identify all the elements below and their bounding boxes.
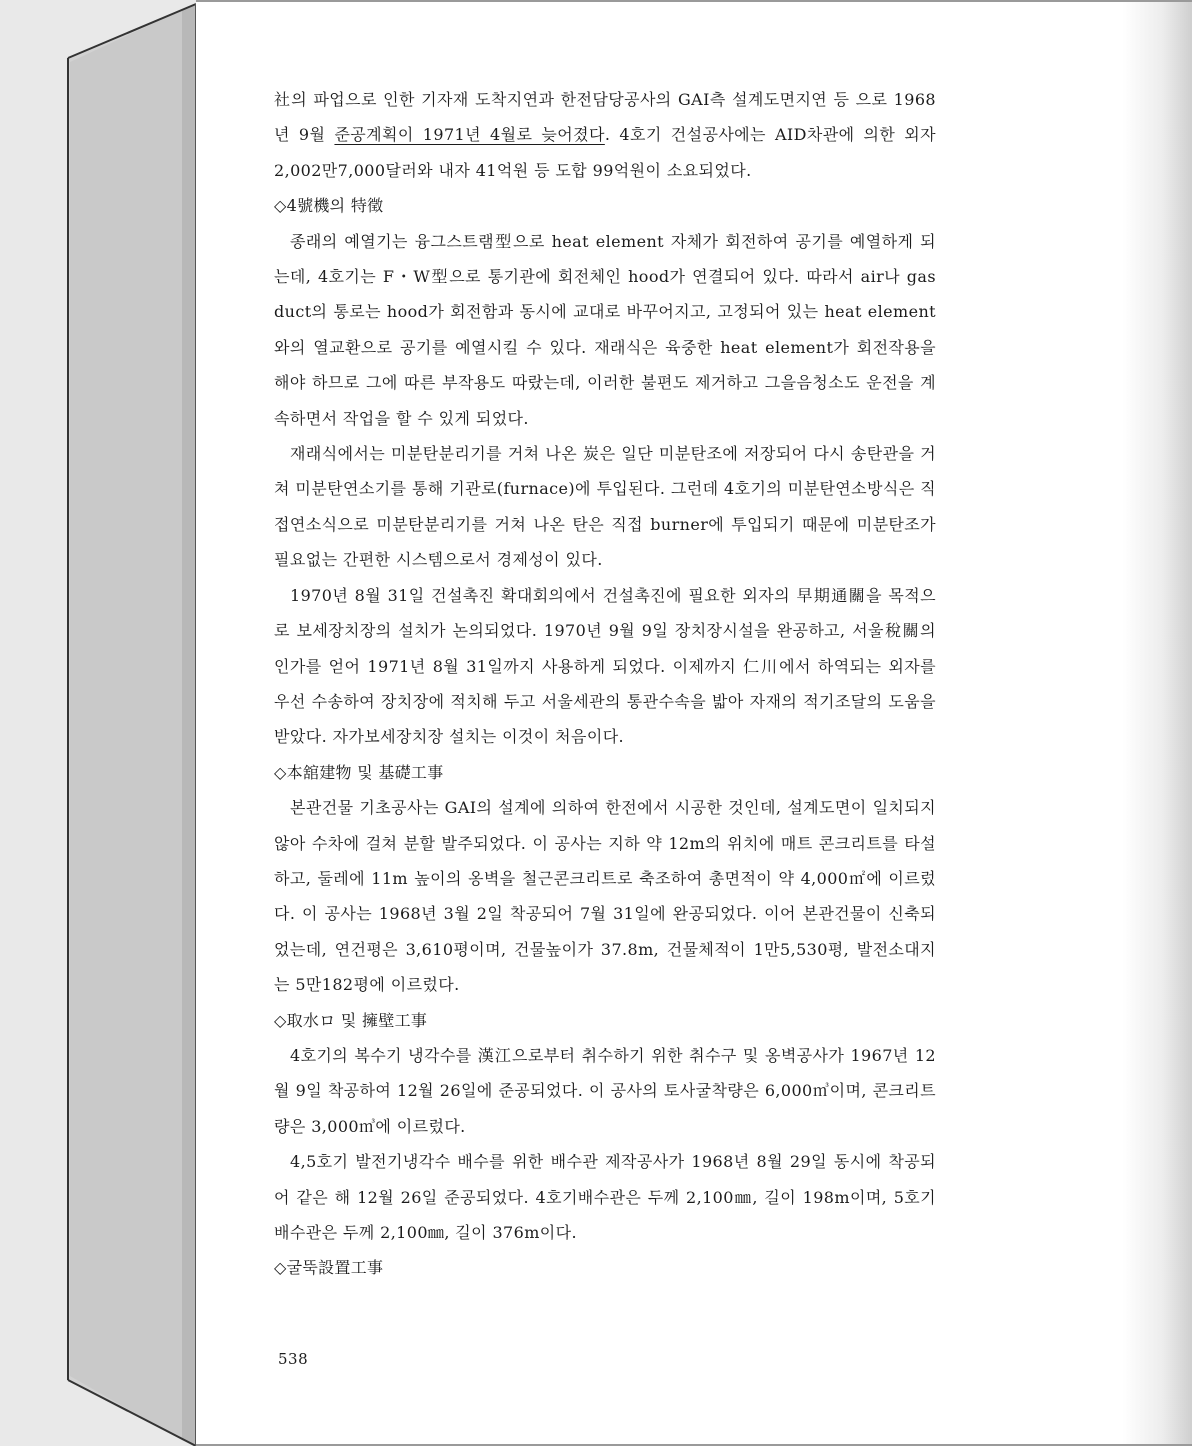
section-heading-chimney: ◇굴뚝設置工事 — [274, 1258, 384, 1278]
intro-text-start: 社의 파업으로 인한 기자재 도착지연과 한전담당공사의 GAI측 설계도면지연 등 으로 1968년 9월 — [274, 90, 936, 145]
paragraph-bonded-warehouse: 1970년 8월 31일 건설촉진 확대회의에서 건설촉진에 필요한 외자의 早期通關을 목적으로 보세장치장의 설치가 논의되었다. 1970년 9월 9일 장치장시설을 완공하고, 서울稅關의 인가를 얻어 1971년 8월 31일까지 사용하게 되었다. 이제까지 仁川에서 하역되는 외자를 우선 수송하여 장치장에 적치해 두고 서울세관의 통관수속을 밟아 자재의 적기조달의 도움을 받았다. 자가보세장치장 설치는 이것이 처음이다. — [274, 585, 936, 747]
section-heading-main-building: ◇本舘建物 및 基礎工事 — [274, 762, 444, 782]
paragraph-main-building: 본관건물 기초공사는 GAI의 설계에 의하여 한전에서 시공한 것인데, 설계도면이 일치되지 않아 수차에 걸쳐 분할 발주되었다. 이 공사는 지하 약 12m의 위치에 매트 콘크리트를 타설하고, 둘레에 11m 높이의 옹벽을 철근콘크리트로 축조하여 총면적이 약 4,000㎡에 이르렀다. 이 공사는 1968년 3월 2일 착공되어 7월 31일에 완공되었다. 이어 본관건물이 신축되었는데, 연건평은 3,610평이며, 건물높이가 37.8m, 건물체적이 1만5,530평, 발전소대지는 5만182평에 이르렀다. — [274, 798, 936, 995]
section-heading-intake: ◇取水ロ 및 擁壁工事 — [274, 1010, 428, 1030]
book-spine-illustration — [0, 0, 200, 1446]
intro-text-end: . 4호기 건설공사에는 AID차관에 의한 외자 2,002만7,000달러와 내자 41억원 등 도합 99억원이 소요되었다. — [274, 125, 936, 180]
paragraph-pulverized-coal: 재래식에서는 미분탄분리기를 거쳐 나온 炭은 일단 미분탄조에 저장되어 다시 송탄관을 거쳐 미분탄연소기를 통해 기관로(furnace)에 투입된다. 그런데 4호기의 미분탄연소방식은 직접연소식으로 미분탄분리기를 거쳐 나온 탄은 직접 burner에 투입되기 때문에 미분탄조가 필요없는 간편한 시스템으로서 경제성이 있다. — [274, 444, 936, 570]
page-text-body — [274, 82, 936, 1286]
section-heading-unit4-features: ◇4號機의 特徵 — [274, 196, 384, 216]
underlined-phrase: 준공계획이 1971년 4월로 늦어졌다 — [334, 125, 605, 145]
intro-paragraph — [274, 82, 936, 188]
paragraph-air-preheater: 종래의 예열기는 융그스트램型으로 heat element 자체가 회전하여 공기를 예열하게 되는데, 4호기는 F・W型으로 통기관에 회전체인 hood가 연결되어 있다. 따라서 air나 gas duct의 통로는 hood가 회전함과 동시에 교대로 바꾸어지고, 고정되어 있는 heat element와의 열교환으로 공기를 예열시킬 수 있다. 재래식은 육중한 heat element가 회전작용을 해야 하므로 그에 따른 부작용도 따랐는데, 이러한 불편도 제거하고 그을음청소도 운전을 계속하면서 작업을 할 수 있게 되었다. — [274, 231, 936, 428]
paragraph-drain-pipe: 4,5호기 발전기냉각수 배수를 위한 배수관 제작공사가 1968년 8월 29일 동시에 착공되어 같은 해 12월 26일 준공되었다. 4호기배수관은 두께 2,100㎜, 길이 198m이며, 5호기배수관은 두께 2,100㎜, 길이 376m이다. — [274, 1152, 936, 1242]
paragraph-intake-wall: 4호기의 복수기 냉각수를 漢江으로부터 취수하기 위한 취수구 및 옹벽공사가 1967년 12월 9일 착공하여 12월 26일에 준공되었다. 이 공사의 토사굴착량은 6,000㎥이며, 콘크리트량은 3,000㎥에 이르렀다. — [274, 1045, 936, 1136]
page-number: 538 — [278, 1350, 309, 1368]
